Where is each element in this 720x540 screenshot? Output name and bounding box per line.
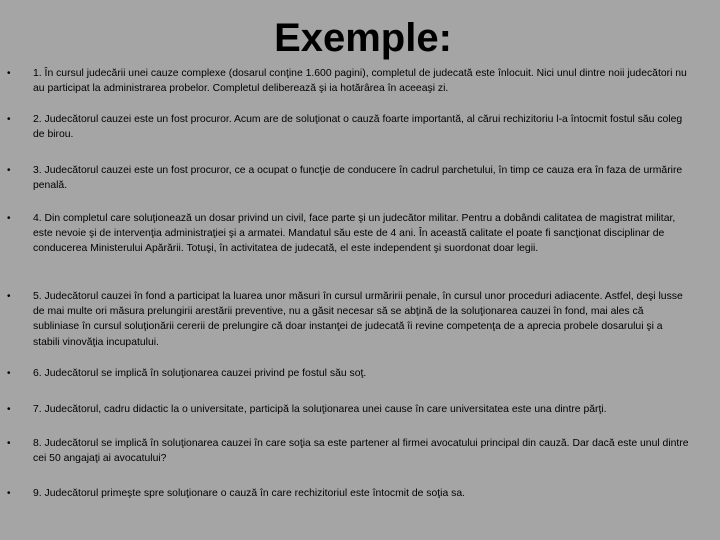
slide-title: Exemple: xyxy=(274,16,452,60)
bullet: • xyxy=(7,438,11,449)
list-item-text: 4. Din completul care soluţionează un dosar privind un civil, face parte şi un judecător militar. Pentru a dobândi calitatea de magistrat militar, este nevoie şi de intervenţia administraţiei şi a armatei. Mandatul său este de 4 ani. În această calitate el poate fi sancţionat disciplinar de conducerea Ministerului Apărării. Totuşi, în activitatea de judecată, el este independent şi suordonat doar legii. xyxy=(33,213,676,255)
list-item-text: 8. Judecătorul se implică în soluţionarea cauzei în care soţia sa este partener al firmei avocatului principal din cauză. Dar dacă este unul dintre cei 50 angajaţi ai avocatului? xyxy=(33,438,689,465)
bullet: • xyxy=(7,291,11,302)
bullet: • xyxy=(7,488,11,499)
list-item-text: 1. În cursul judecării unei cauze complexe (dosarul conţine 1.600 pagini), completul de judecată este înlocuit. Nici unul dintre noii judecători nu au participat la administrarea probelor. Completul deliberează şi ia hotărârea în aceeaşi zi. xyxy=(33,68,687,95)
list-item-text: 2. Judecătorul cauzei este un fost procuror. Acum are de soluţionat o cauză foarte importantă, al cărui rechizitoriu l-a întocmit fostul său coleg de birou. xyxy=(33,114,683,141)
bullet: • xyxy=(7,368,11,379)
bullet: • xyxy=(7,213,11,224)
bullet: • xyxy=(7,68,11,79)
list-item-text: 5. Judecătorul cauzei în fond a participat la luarea unor măsuri în cursul urmăririi penale, în cursul unor proceduri adiacente. Astfel, deşi lusse de mai multe ori măsura prelungirii arestării preventive, nu a găsit necesar să se abţină de la soluţionarea cauzei în fond, mai ales că subliniase în cursul soluţionării cererii de prelungire că doar instanţei de judecată îi revine competenţa de a aprecia probele dosarului şi a stabili vinovăţia incupatului. xyxy=(33,291,683,348)
list-item-text: 7. Judecătorul, cadru didactic la o universitate, participă la soluţionarea unei cause în care universitatea este una dintre părţi. xyxy=(33,404,607,415)
list-item-text: 6. Judecătorul se implică în soluţionarea cauzei privind pe fostul său soţ. xyxy=(33,368,367,379)
bullet: • xyxy=(7,404,11,415)
bullet: • xyxy=(7,165,11,176)
list-item-text: 9. Judecătorul primeşte spre soluţionare o cauză în care rechizitoriul este întocmit de soţia sa. xyxy=(33,488,466,499)
bullet: • xyxy=(7,114,11,125)
list-item-text: 3. Judecătorul cauzei este un fost procuror, ce a ocupat o funcţie de conducere în cadrul parchetului, în timp ce cauza era în faza de urmărire penală. xyxy=(33,165,683,192)
